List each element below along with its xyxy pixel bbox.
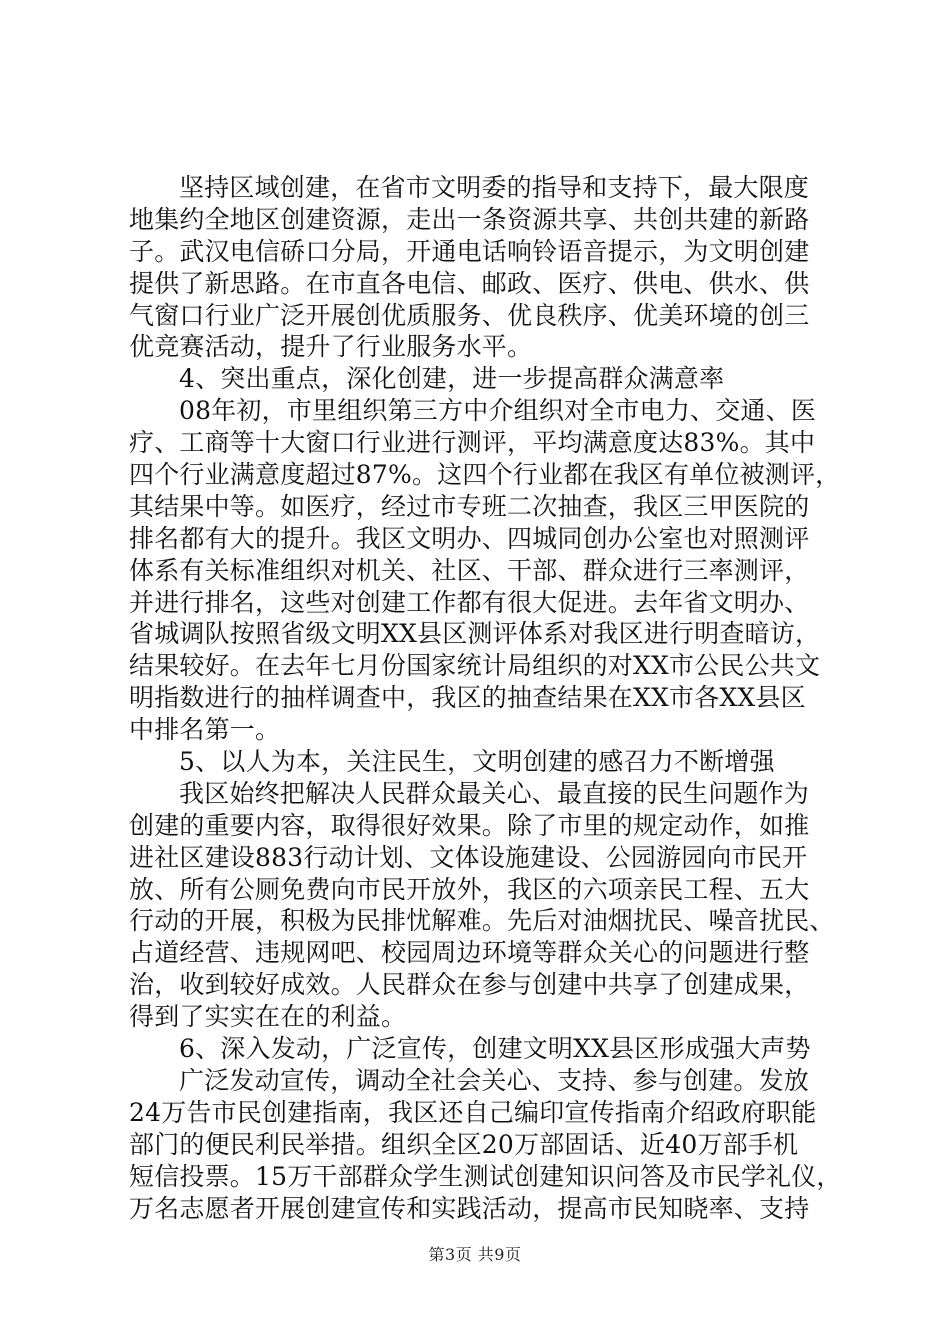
text-line: 万名志愿者开展创建宣传和实践活动，提高市民知晓率、支持 [129,1193,810,1223]
text-line: 放、所有公厕免费向市民开放外，我区的六项亲民工程、五大 [129,874,810,904]
text-line: 其结果中等。如医疗，经过市专班二次抽查，我区三甲医院的 [129,491,810,521]
heading-line: 6、深入发动，广泛宣传，创建文明XX县区形成强大声势 [179,1034,811,1064]
text-line: 广泛发动宣传，调动全社会关心、支持、参与创建。发放 [179,1065,810,1095]
text-line: 部门的便民利民举措。组织全区20万部固话、近40万部手机 [129,1129,799,1159]
text-line: 气窗口行业广泛开展创优质服务、优良秩序、优美环境的创三 [129,300,810,330]
section-heading [129,363,829,395]
heading-line: 5、以人为本，关注民生，文明创建的感召力不断增强 [179,747,775,777]
paragraph [129,778,835,1033]
text-line: 08年初，市里组织第三方中介组织对全市电力、交通、医 [179,396,817,426]
text-line: 坚持区域创建，在省市文明委的指导和支持下，最大限度 [179,173,810,202]
text-line: 提供了新思路。在市直各电信、邮政、医疗、供电、供水、供 [129,268,810,298]
text-line: 短信投票。15万干部群众学生测试创建知识问答及市民学礼仪， [129,1161,842,1191]
text-line: 创建的重要内容，取得很好效果。除了市里的规定动作，如推 [129,810,810,840]
page-number-footer: 第3页 共9页 [428,1245,522,1264]
text-line: 24万告市民创建指南，我区还自己编印宣传指南介绍政府职能 [129,1097,817,1127]
paragraph [129,1065,842,1224]
paragraph [129,172,829,363]
document-body [129,172,842,1224]
text-line: 中排名第一。 [129,715,281,745]
heading-line: 4、突出重点，深化创建，进一步提高群众满意率 [179,364,725,394]
text-line: 明指数进行的抽样调查中，我区的抽查结果在XX市各XX县区 [129,683,806,713]
text-line: 行动的开展，积极为民排忧解难。先后对油烟扰民、噪音扰民、 [129,906,835,936]
text-line: 我区始终把解决人民群众最关心、最直接的民生问题作为 [179,778,810,808]
text-line: 疗、工商等十大窗口行业进行测评，平均满意度达83%。其中 [129,428,816,458]
text-line: 得到了实实在在的利益。 [129,1002,407,1032]
text-line: 结果较好。在去年七月份国家统计局组织的对XX市公民公共文 [129,651,821,681]
text-line: 子。武汉电信硚口分局，开通电话响铃语音提示，为文明创建 [129,236,810,266]
section-heading [129,1033,829,1065]
paragraph [129,395,841,746]
text-line: 占道经营、违规网吧、校园周边环境等群众关心的问题进行整 [129,938,810,968]
text-line: 进社区建设883行动计划、文体设施建设、公园游园向市民开 [129,842,808,872]
text-line: 体系有关标准组织对机关、社区、干部、群众进行三率测评， [129,555,810,585]
text-line: 排名都有大的提升。我区文明办、四城同创办公室也对照测评 [129,523,810,553]
text-line: 治，收到较好成效。人民群众在参与创建中共享了创建成果， [129,970,810,1000]
text-line: 省城调队按照省级文明XX县区测评体系对我区进行明查暗访， [129,619,821,649]
text-line: 地集约全地区创建资源，走出一条资源共享、共创共建的新路 [129,204,810,234]
text-line: 四个行业满意度超过87%。这四个行业都在我区有单位被测评， [129,460,841,490]
text-line: 并进行排名，这些对创建工作都有很大促进。去年省文明办、 [129,587,810,617]
text-line: 优竞赛活动，提升了行业服务水平。 [129,332,533,362]
section-heading [129,746,829,778]
